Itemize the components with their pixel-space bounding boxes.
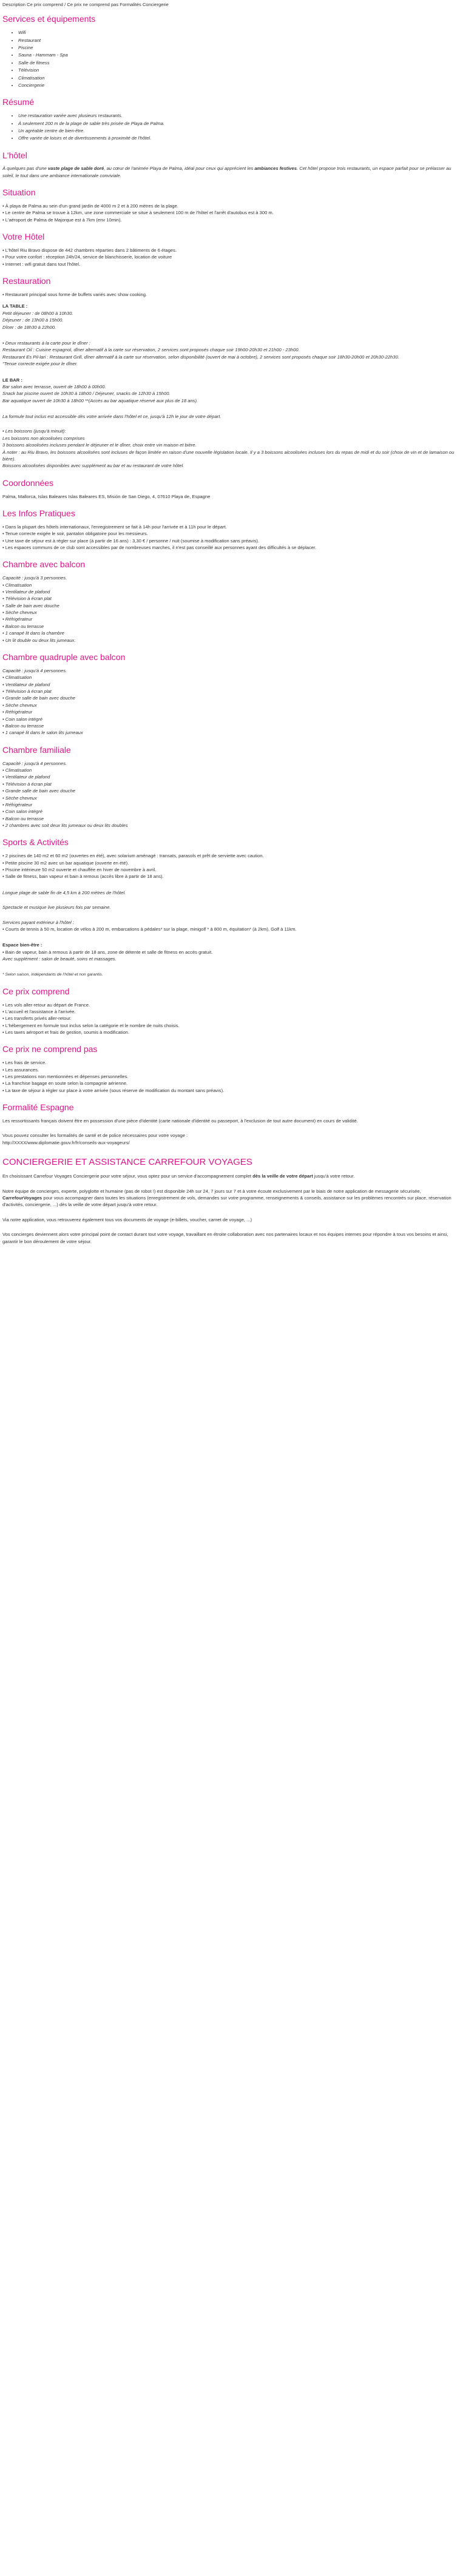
item-label: Balcon ou terrasse [5, 815, 44, 821]
item-label: Grande salle de bain avec douche [5, 788, 76, 794]
text-line: • Restaurant principal sous forme de buffets variés avec show cooking. [2, 291, 147, 297]
list-item: • Grande salle de bain avec douche [2, 695, 76, 701]
text-line: • Bain de vapeur, bain à remous à partir de 18 ans, zone de détente et salle de fitness en accès gratuit. [2, 949, 213, 955]
text-line: • Les espaces communs de ce club sont accessibles par de nombreuses marches, il n'est pas conseillé aux personnes ayant des difficultés à se déplacer. [2, 544, 317, 550]
hotel-title: L'hôtel [2, 150, 27, 160]
text-line: • Internet : wifi gratuit dans tout l'hôtel. [2, 261, 81, 267]
chambre-quadruple-title: Chambre quadruple avec balcon [2, 652, 126, 663]
list-item: • Télévision à écran plat [2, 689, 52, 695]
boissons-lines [2, 428, 458, 469]
text-bold: ambiances festives [254, 166, 297, 172]
text-line: • Salle de fitness, bain vapeur et bain à remous (accès libre à partir de 18 ans). [2, 874, 164, 880]
item-label: Réfrigérateur [5, 709, 33, 715]
formalite-links [2, 1132, 458, 1146]
list-item: • Sauna - Hammam - Spa [18, 52, 458, 58]
text-line: • La franchise bagage en soute selon la compagnie aérienne. [2, 1081, 128, 1087]
list-item: • 1 canapé lit dans le salon lits jumeaux [2, 730, 83, 736]
chambre-familiale-lines [2, 760, 458, 829]
list-item: • Conciergerie [18, 82, 458, 89]
conciergerie-p2 [2, 1188, 458, 1209]
ce-prix-ne-comprend-lines [2, 1059, 458, 1094]
list-item: • Restaurant [18, 37, 458, 44]
hotel-description [2, 165, 458, 179]
capacity-text: Capacité : jusqu'à 4 personnes. [2, 667, 67, 673]
conciergerie-p3: Via notre application, vous retrouverez également tous vos documents de voyage (e-billets, voucher, carnet de voyage, ...) [2, 1216, 252, 1222]
item-label: Sèche cheveux [5, 795, 37, 801]
resume-title: Résumé [2, 97, 35, 107]
item-label: 1 canapé lit dans la chambre [5, 630, 64, 636]
list-item: • Balcon ou terrasse [2, 723, 44, 729]
text-bold: dès la veille de votre départ [252, 1173, 313, 1179]
infos-lines [2, 524, 458, 551]
text-line: Déjeuner : de 13h00 à 15h00. [2, 317, 64, 323]
text-line: Dîner : de 18h30 à 22h00. [2, 324, 56, 330]
list-item: • Un lit double ou deux lits jumeaux. [2, 637, 76, 643]
text-line: • Les boissons (jusqu'à minuit): [2, 428, 66, 434]
text-line: Restaurant Oil : Cuisine espagnol, dîner alternatif à la carte sur réservation, 2 services sont proposés chaque soir 19h00-20h30 et 21h00 - 23h00. [2, 347, 300, 353]
item-label: Climatisation [5, 767, 32, 773]
list-item: • Ventilateur de plafond [2, 774, 50, 780]
text-line: • Petite piscine 30 m2 avec un bar aquatique (ouverte en été). [2, 860, 129, 866]
item-label: Grande salle de bain avec douche [5, 695, 76, 701]
list-item: • Climatisation [2, 767, 32, 773]
payant-lines [2, 919, 458, 933]
list-item: • Coin salon intégré [2, 809, 42, 815]
text-bold: CarrefourVoyages [2, 1195, 42, 1201]
list-item: • Télévision à écran plat [2, 781, 52, 787]
item-label: Ventilateur de plafond [5, 588, 50, 595]
list-item: • Salle de fitness [18, 59, 458, 66]
text-line: • L'hôtel Riu Bravo dispose de 442 chambres réparties dans 2 bâtiments de 6 étages. [2, 248, 177, 254]
list-item: • Réfrigérateur [2, 801, 33, 808]
text-span: pour vous accompagner dans toutes les situations (enregistrement de vols, demandes sur votre programme, renseignements & conseils, assistance sur les problèmes rencontrés sur place, réservation d'activités, conciergerie, ...) dès la veille de votre départ jusqu'à votre retour. [2, 1195, 452, 1208]
conciergerie-p4: Vos concierges deviennent alors votre principal point de contact durant tout votre voyage, travaillant en étroite collaboration avec nos partenaires locaux et nos équipes internes pour répondre à tous vos besoins et ainsi, garantir le bon déroulement de votre séjour. [2, 1232, 448, 1244]
espace-title: Espace bien-être : [2, 942, 42, 948]
list-item: • Grande salle de bain avec douche [2, 788, 76, 794]
text-line: • Courts de tennis à 50 m, location de vélos à 200 m, embarcations à pédales* sur la plage, minigolf * à 800 m, équitation* (à 2km), Golf à 11km. [2, 926, 297, 932]
list-item: • Sèche cheveux [2, 702, 37, 708]
list-item: • Télévision à écran plat [2, 596, 52, 602]
list-item: • Ventilateur de plafond [2, 588, 50, 595]
spectacle-text: Spectacle et musique live plusieurs fois par semaine. [2, 905, 111, 911]
list-item: • 2 chambres avec soit deux lits jumeaux ou deux lits doubles [2, 823, 128, 829]
list-item: • Une restauration variée avec plusieurs restaurants. [18, 112, 458, 119]
chambre-quadruple-lines [2, 667, 458, 737]
text-line: • L'hébergement en formule tout inclus selon la catégorie et le nombre de nuits choisis. [2, 1022, 180, 1028]
text-bold: vaste plage de sable doré [47, 166, 104, 172]
list-item: • Coin salon intégré [2, 716, 42, 722]
capacity-text: Capacité : jusqu'à 4 personnes. [2, 760, 67, 766]
text-line: Bar aquatique ouvert de 10h30 à 18h00 **(Accès au bar aquatique réservé aux plus de 18 ans). [2, 397, 198, 403]
services-list [2, 29, 458, 89]
text-span: jusqu'à votre retour. [313, 1173, 355, 1179]
item-label: Réfrigérateur [5, 801, 33, 808]
conciergerie-p1 [2, 1173, 458, 1179]
sports-note: * Selon saison, indépendants de l'hôtel et non garantis. [2, 972, 103, 977]
item-label: Climatisation [5, 582, 32, 588]
list-item: • Sèche cheveux [2, 610, 37, 616]
list-item: • Climatisation [2, 675, 32, 681]
formalite-text: Les ressortissants français doivent être en possession d'une pièce d'identité (carte nationale d'identité ou passeport, à l'exclusion de tout autre document) en cours de validité. [2, 1118, 358, 1124]
text-span: Notre équipe de concierges, experte, polyglotte et humaine (pas de robot !) est disponible 24h sur 24, 7 jours sur 7 et à votre écoute exclusivement par le biais de notre application de messagerie sécurisée, [2, 1188, 421, 1194]
text-line: Restaurant Es Pil-lari : Restaurant Grill, dîner alternatif à la carte sur réservation, selon disponibilité (ouvert de mai à octobre), 2 services sont proposés chaque soir 18h30-20h00 et 20h30-22h30. [2, 354, 399, 360]
text-line: • Les taxes aéroport et frais de gestion, soumis à modification. [2, 1030, 130, 1036]
restauration-intro [2, 291, 458, 298]
table-title: LA TABLE : [2, 303, 28, 309]
item-label: Balcon ou terrasse [5, 623, 44, 629]
list-item: • À seulement 200 m de la plage de sable très prisée de Playa de Palma. [18, 120, 458, 127]
item-label: Ventilateur de plafond [5, 774, 50, 780]
list-item: • Télévision [18, 67, 458, 73]
situation-title: Situation [2, 187, 36, 198]
votre-hotel-title: Votre Hôtel [2, 232, 45, 242]
capacity-text: Capacité : jusqu'à 3 personnes. [2, 575, 67, 581]
formalite-title: Formalité Espagne [2, 1102, 74, 1113]
plage-text: Longue plage de sable fin de 4,5 km à 200 mètres de l'hôtel. [2, 889, 126, 895]
resume-list [2, 112, 458, 142]
address-text: Palma, Mallorca, Islas Baleares Islas Baleares ES, Misión de San Diego, 4, 07610 Playa de, Espagne [2, 493, 211, 499]
text-line: Avec supplément : salon de beauté, soins et massages. [2, 956, 117, 962]
chambre-familiale-title: Chambre familiale [2, 744, 71, 755]
text-line: • Tenue correcte exigée le soir, pantalon obligatoire pour les messieurs. [2, 531, 148, 537]
chambre-balcon-lines [2, 575, 458, 644]
item-label: Coin salon intégré [5, 809, 42, 815]
text-line: • Les transferts privés aller-retour. [2, 1016, 72, 1022]
text-line: "Tenue correcte exigée pour le dîner. [2, 361, 78, 367]
payant-title: Services payant extérieur à l'hôtel : [2, 919, 74, 925]
text-span: En choisissant Carrefour Voyages Conciergerie pour votre séjour, vous optez pour un service d'accompagnement complet [2, 1173, 253, 1179]
list-item: • Balcon ou terrasse [2, 815, 44, 821]
item-label: Climatisation [5, 675, 32, 681]
list-item: • Offre variée de loisirs et de divertissements à proximité de l'hôtel. [18, 135, 458, 141]
text-line: • L'accueil et l'assistance à l'arrivée. [2, 1008, 76, 1014]
diplomatie-link[interactable]: http://XXXX/www.diplomatie.gouv.fr/fr/conseils-aux-voyageurs/ [2, 1139, 130, 1145]
infos-title: Les Infos Pratiques [2, 508, 75, 518]
list-item: • Piscine [18, 44, 458, 51]
list-item: • Salle de bain avec douche [2, 602, 59, 609]
ce-prix-comprend-lines [2, 1002, 458, 1036]
coordonnees-title: Coordonnées [2, 477, 54, 488]
formule-text: La formule tout inclus est accessible dès votre arrivée dans l'hôtel et ce, jusqu'à 12h le jour de votre départ. [2, 414, 222, 420]
page-content [0, 0, 460, 1255]
item-label: 2 chambres avec soit deux lits jumeaux ou deux lits doubles [5, 823, 128, 829]
item-label: Coin salon intégré [5, 716, 42, 722]
item-label: Ventilateur de plafond [5, 681, 50, 687]
item-label: Salle de bain avec douche [5, 602, 59, 609]
text-line: • À playa de Palma au sein d'un grand jardin de 4000 m 2 et à 200 mètres de la plage. [2, 203, 178, 209]
text-line: • Les assurances. [2, 1067, 39, 1073]
text-line: • Piscine intérieure 50 m2 ouverte et chauffée en hiver de novembre à avril. [2, 867, 157, 873]
espace-lines [2, 942, 458, 962]
text-line: • Les prestations non mentionnées et dépenses personnelles. [2, 1074, 129, 1080]
list-item: • 1 canapé lit dans la chambre [2, 630, 64, 636]
votre-hotel-lines [2, 247, 458, 268]
list-item: • Sèche cheveux [2, 795, 37, 801]
text-span: . Cet hôtel propose trois restaurants, un espace parfait pour se prélasser au soleil, le tout dans une ambiance internationale conviviale. [2, 166, 452, 178]
chambre-balcon-title: Chambre avec balcon [2, 559, 86, 570]
services-title: Services et équipements [2, 14, 96, 24]
text-line: 3 boissons alcoolisées incluses pendant le déjeuner et le dîner, choix entre vin maison et bière. [2, 442, 197, 448]
text-line: • Les frais de service. [2, 1060, 47, 1066]
ce-prix-comprend-title: Ce prix comprend [2, 986, 70, 996]
text-line: Bar salon avec terrasse, ouvert de 18h00 à 00h00. [2, 383, 106, 389]
text-line: • Dans la plupart des hôtels internationaux, l'enregistrement se fait à 14h pour l'arrivée et à 11h pour le départ. [2, 524, 227, 530]
list-item: • Wifi [18, 29, 458, 36]
list-item: • Climatisation [2, 582, 32, 588]
text-line: Petit déjeuner : de 08h00 à 10h30. [2, 310, 73, 316]
ce-prix-ne-comprend-title: Ce prix ne comprend pas [2, 1044, 98, 1054]
text-line: Vous pouvez consulter les formalités de santé et de police nécessaires pour votre voyage : [2, 1133, 188, 1139]
situation-lines [2, 203, 458, 223]
list-item: • Ventilateur de plafond [2, 681, 50, 687]
text-line: • 2 piscines de 140 m2 et 60 m2 (ouvertes en été), avec solarium aménagé : transats, parasols et prêt de serviette avec caution. [2, 853, 264, 859]
item-label: Télévision à écran plat [5, 596, 52, 602]
text-span: , au cœur de l'animée Playa de Palma, idéal pour ceux qui apprécient les [104, 166, 255, 172]
text-line: À noter : au Riu Bravo, les boissons alcoolisées sont incluses de façon limitée en raison d'une nouvelle législation locale. Il y a 3 boissons alcoolisées incluses lors du repas de midi et du soir (choix de vin et de lamaison ou bière). [2, 449, 455, 462]
text-line: • Deux restaurants à la carte pour le dîner : [2, 340, 90, 346]
item-label: Un lit double ou deux lits jumeaux. [5, 637, 76, 643]
item-label: Télévision à écran plat [5, 781, 52, 787]
restauration-table [2, 303, 458, 331]
item-label: Réfrigérateur [5, 616, 33, 622]
list-item: • Climatisation [18, 75, 458, 81]
text-line: • La taxe de séjour à régler sur place à votre arrivée (sous réserve de modification du montant sans préavis). [2, 1087, 225, 1093]
text-line: • L'aéroport de Palma de Majorque est à 7km (env 10min). [2, 217, 122, 223]
breadcrumb: Description Ce prix comprend / Ce prix ne comprend pas Formalités Conciergerie [2, 2, 169, 7]
text-line: Boissons alcoolisées disponibles avec supplément au bar et au restaurant de votre hôtel. [2, 463, 184, 469]
list-item: • Réfrigérateur [2, 709, 33, 715]
restauration-bar [2, 377, 458, 405]
text-line: • Les vols aller-retour au départ de France. [2, 1002, 90, 1008]
text-line: Les boissons non alcoolisées comprises [2, 435, 85, 441]
item-label: Sèche cheveux [5, 610, 37, 616]
text-line: • Pour votre confort : réception 24h/24, service de blanchisserie, location de voiture [2, 254, 172, 260]
text-line: • Une taxe de séjour est à régler sur place (à partir de 16 ans) : 3,30 € / personne / nuit (soumise à modification sans préavis). [2, 538, 260, 544]
text-span: À quelques pas d'une [2, 166, 48, 172]
text-line: • Le centre de Palma se trouve à 12km, une zone commerciale se situe à seulement 100 m de l'hôtel et l'arrêt d'autobus est à 300 m. [2, 210, 274, 216]
item-label: Télévision à écran plat [5, 689, 52, 695]
item-label: 1 canapé lit dans le salon lits jumeaux [5, 730, 83, 736]
sports-lines [2, 852, 458, 880]
list-item: • Balcon ou terrasse [2, 623, 44, 629]
sports-title: Sports & Activités [2, 837, 69, 848]
item-label: Sèche cheveux [5, 702, 37, 708]
list-item: • Un agréable centre de bien-être. [18, 127, 458, 134]
item-label: Balcon ou terrasse [5, 723, 44, 729]
text-line: Snack bar piscine ouvert de 10h30 à 18h00 / Déjeuner, snacks de 12h30 à 15h00. [2, 391, 171, 397]
conciergerie-title: CONCIERGERIE ET ASSISTANCE CARREFOUR VOYAGES [2, 1157, 252, 1168]
list-item: • Réfrigérateur [2, 616, 33, 622]
bar-title: LE BAR : [2, 377, 22, 383]
restauration-carte [2, 340, 458, 368]
restauration-title: Restauration [2, 276, 51, 286]
